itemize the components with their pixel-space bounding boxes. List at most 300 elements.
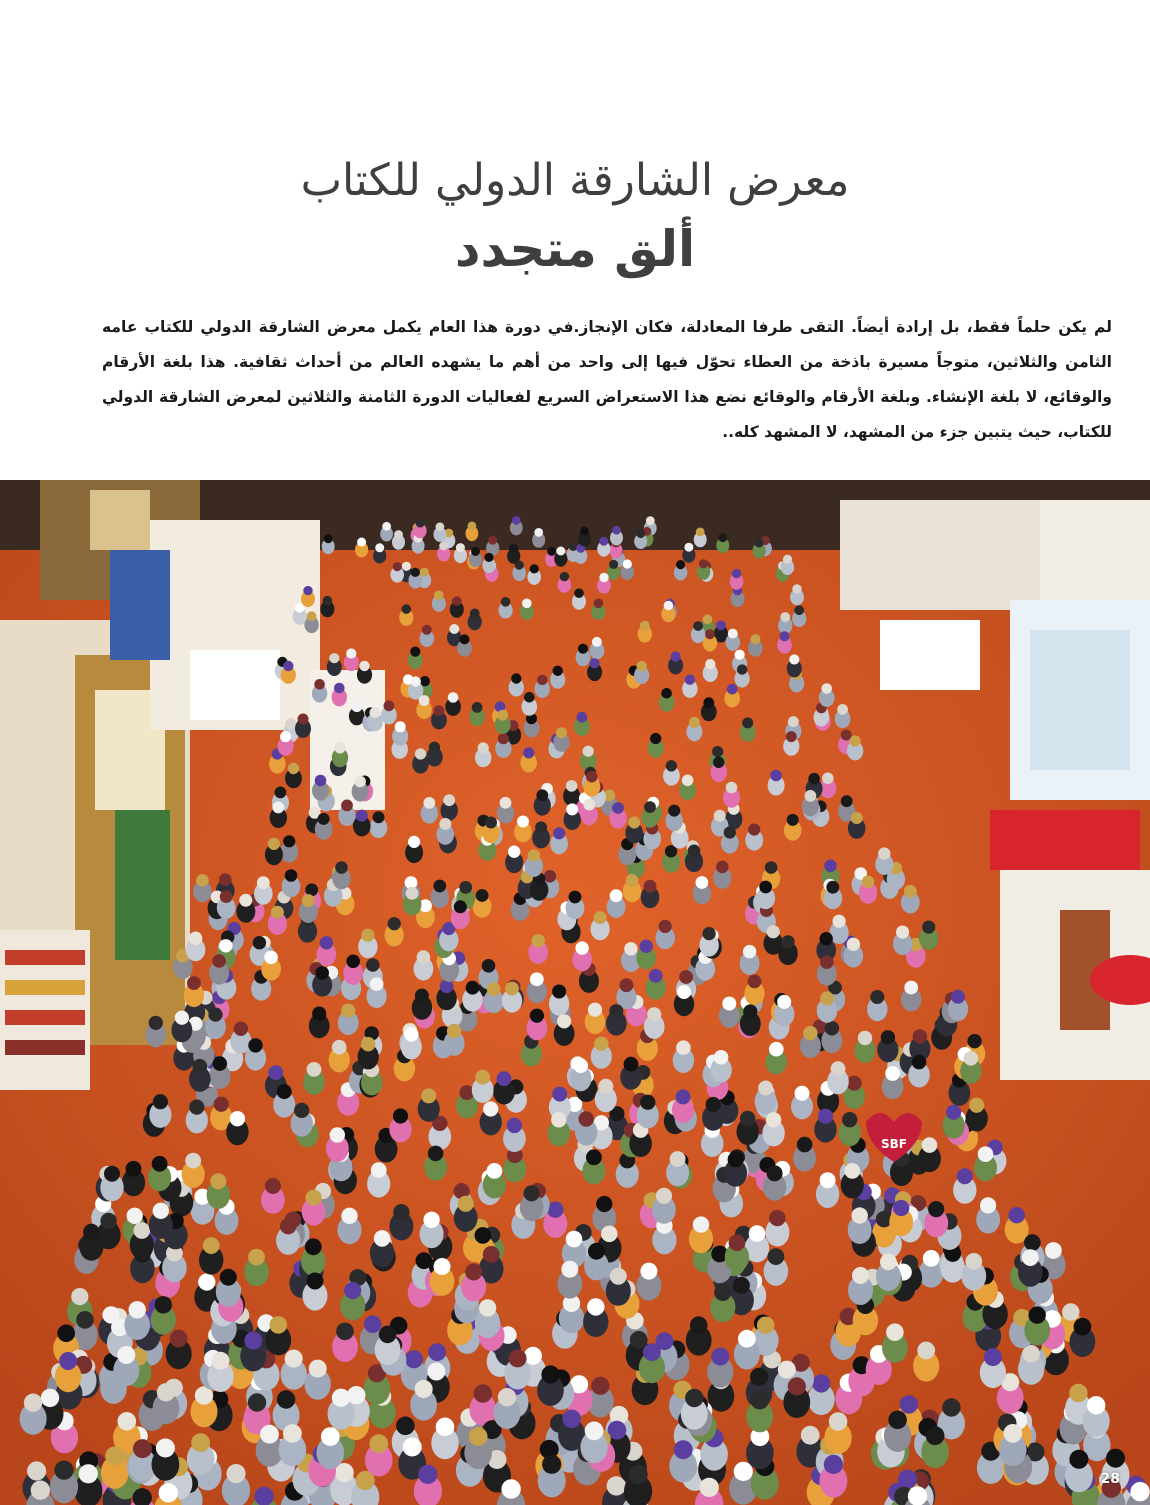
visitor-head xyxy=(560,572,569,581)
visitor-head xyxy=(456,543,465,552)
visitor-head xyxy=(978,1146,994,1162)
visitor-head xyxy=(820,992,834,1006)
visitor-head xyxy=(679,970,693,984)
visitor-head xyxy=(306,1190,322,1206)
visitor-head xyxy=(418,1465,437,1484)
visitor-head xyxy=(594,1037,608,1051)
visitor-head xyxy=(858,1031,872,1045)
visitor-head xyxy=(640,940,653,953)
visitor-head xyxy=(219,873,232,886)
visitor-head xyxy=(624,942,637,955)
visitor-head xyxy=(573,1058,588,1073)
visitor-head xyxy=(682,775,694,787)
visitor-head xyxy=(577,712,588,723)
visitor-head xyxy=(334,683,345,694)
visitor-head xyxy=(716,621,726,631)
visitor-head xyxy=(666,760,677,771)
visitor-head xyxy=(27,1461,46,1480)
visitor-head xyxy=(923,1250,940,1267)
visitor-head xyxy=(384,700,395,711)
visitor-head xyxy=(530,564,539,573)
visitor-head xyxy=(408,836,420,848)
visitor-head xyxy=(722,997,736,1011)
visitor-head xyxy=(588,1003,602,1017)
visitor-head xyxy=(257,876,270,889)
visitor-head xyxy=(612,526,621,535)
visitor-head xyxy=(591,1377,609,1395)
visitor-head xyxy=(912,1055,927,1070)
visitor-head xyxy=(812,1374,830,1392)
visitor-head xyxy=(434,1258,451,1275)
visitor-head xyxy=(781,935,794,948)
visitor-head xyxy=(821,683,832,694)
book-fair-crowd-photo xyxy=(0,480,1150,1505)
visitor-head xyxy=(24,1394,42,1412)
visitor-head xyxy=(321,1427,340,1446)
visitor-head xyxy=(346,955,360,969)
visitor-head xyxy=(415,748,426,759)
visitor-head xyxy=(277,1084,292,1099)
visitor-head xyxy=(487,982,501,996)
visitor-head xyxy=(429,742,440,753)
visitor-head xyxy=(599,537,608,546)
visitor-head xyxy=(471,547,480,556)
visitor-head xyxy=(833,915,846,928)
visitor-head xyxy=(402,604,412,614)
visitor-head xyxy=(315,966,329,980)
visitor-head xyxy=(244,1332,262,1350)
visitor-head xyxy=(443,794,455,806)
visitor-head xyxy=(743,945,756,958)
visitor-head xyxy=(189,932,202,945)
visitor-head xyxy=(878,847,890,859)
visitor-head xyxy=(475,1227,492,1244)
visitor-head xyxy=(610,889,623,902)
visitor-head xyxy=(714,810,726,822)
visitor-head xyxy=(792,584,801,593)
visitor-head xyxy=(824,860,837,873)
visitor-head xyxy=(1069,1450,1088,1469)
visitor-head xyxy=(689,717,700,728)
visitor-head xyxy=(780,631,790,641)
visitor-head xyxy=(129,1301,146,1318)
visitor-head xyxy=(685,1389,703,1407)
visitor-head xyxy=(1029,1306,1046,1323)
visitor-head xyxy=(508,846,520,858)
visitor-head xyxy=(404,1027,418,1041)
visitor-head xyxy=(674,1440,693,1459)
visitor-head xyxy=(847,938,860,951)
visitor-head xyxy=(530,972,544,986)
visitor-head xyxy=(484,553,493,562)
visitor-head xyxy=(268,1065,283,1080)
visitor-head xyxy=(479,1299,496,1316)
visitor-head xyxy=(820,932,833,945)
visitor-head xyxy=(913,1029,927,1043)
visitor-head xyxy=(406,887,419,900)
visitor-head xyxy=(482,959,496,973)
visitor-head xyxy=(795,1086,810,1101)
visitor-head xyxy=(727,684,738,695)
visitor-head xyxy=(104,1166,120,1182)
visitor-head xyxy=(562,1410,581,1429)
visitor-head xyxy=(1022,1249,1039,1266)
visitor-head xyxy=(118,1412,137,1431)
visitor-head xyxy=(588,1243,605,1260)
visitor-head xyxy=(370,707,381,718)
visitor-head xyxy=(542,1455,561,1474)
visitor-head xyxy=(423,1212,439,1228)
visitor-head xyxy=(659,920,672,933)
visitor-head xyxy=(586,771,598,783)
visitor-head xyxy=(272,802,284,814)
visitor-head xyxy=(270,1316,288,1334)
visitor-head xyxy=(951,990,965,1004)
visitor-head xyxy=(965,1253,982,1270)
visitor-head xyxy=(714,1284,731,1301)
visitor-head xyxy=(454,900,467,913)
visitor-head xyxy=(553,827,565,839)
visitor-head xyxy=(497,1071,512,1086)
visitor-head xyxy=(676,1040,691,1055)
visitor-head xyxy=(750,1368,768,1386)
visitor-head xyxy=(847,1076,862,1091)
visitor-head xyxy=(706,1097,721,1112)
visitor-head xyxy=(415,989,429,1003)
visitor-head xyxy=(578,644,588,654)
visitor-head xyxy=(212,1352,230,1370)
visitor-head xyxy=(260,1425,279,1444)
visitor-head xyxy=(664,601,674,611)
visitor-head xyxy=(283,661,293,671)
visitor-head xyxy=(375,543,384,552)
visitor-head xyxy=(497,710,508,721)
video-screen xyxy=(110,550,170,660)
visitor-head xyxy=(1087,1396,1105,1414)
visitor-head xyxy=(758,1081,773,1096)
visitor-head xyxy=(347,1386,365,1404)
visitor-head xyxy=(620,978,634,992)
visitor-head xyxy=(808,773,820,785)
visitor-head xyxy=(374,1230,391,1247)
visitor-head xyxy=(713,757,724,768)
visitor-head xyxy=(551,1112,566,1127)
visitor-head xyxy=(777,995,791,1009)
visitor-head xyxy=(466,981,480,995)
visitor-head xyxy=(421,1088,436,1103)
visitor-head xyxy=(831,1061,846,1076)
visitor-head xyxy=(768,1248,785,1265)
visitor-head xyxy=(594,911,607,924)
visitor-head xyxy=(535,821,547,833)
visitor-head xyxy=(79,1464,98,1483)
visitor-head xyxy=(512,516,521,525)
visitor-head xyxy=(470,609,480,619)
visitor-head xyxy=(650,733,661,744)
info-desk xyxy=(190,650,280,720)
visitor-head xyxy=(285,718,296,729)
visitor-head xyxy=(305,1238,322,1255)
visitor-head xyxy=(711,1348,729,1366)
visitor-head xyxy=(712,746,723,757)
visitor-head xyxy=(718,533,727,542)
visitor-head xyxy=(436,522,445,531)
visitor-head xyxy=(307,611,317,621)
visitor-head xyxy=(750,634,760,644)
visitor-head xyxy=(485,817,497,829)
visitor-head xyxy=(334,742,345,753)
visitor-head xyxy=(524,1185,540,1201)
visitor-head xyxy=(76,1311,94,1329)
visitor-head xyxy=(677,985,691,999)
visitor-head xyxy=(757,1317,775,1335)
visitor-head xyxy=(356,810,368,822)
visitor-head xyxy=(465,1264,482,1281)
visitor-head xyxy=(487,1163,503,1179)
visitor-head xyxy=(556,547,565,556)
visitor-head xyxy=(676,1089,691,1104)
visitor-head xyxy=(459,881,472,894)
visitor-head xyxy=(416,519,425,528)
visitor-head xyxy=(203,1237,220,1254)
visitor-head xyxy=(370,977,384,991)
visitor-head xyxy=(703,697,714,708)
visitor-head xyxy=(767,925,780,938)
visitor-head xyxy=(189,1100,204,1115)
crowd-illustration xyxy=(0,480,1150,1505)
visitor-head xyxy=(434,705,445,716)
visitor-head xyxy=(693,1216,709,1232)
intro-paragraph: لم يكن حلماً فقط، بل إرادة أيضاً. التقى طرفا المعادلة، فكان الإنجاز.في دورة هذا العام يكمل معرض الشارقة الدولي للكتاب عامه الثامن والثلاثين، متوجاً مسيرة باذخة من العطاء تحوّل فيها إلى واحد من أهم ما يشهده العالم من أحداث ثقافية. هذا بلغة الأرقام والوقائع، لا بلغة الإنشاء. وبلغة الأرقام والوقائع نضع هذا الاستعراض السريع لفعاليات الدورة الثامنة والثلاثين لمعرض الشارقة الدولي للكتاب، حيث يتبين جزء من المشهد، لا المشهد كله.. xyxy=(102,318,1112,441)
visitor-head xyxy=(583,746,594,757)
visitor-head xyxy=(778,1361,796,1379)
visitor-head xyxy=(153,1203,169,1219)
visitor-head xyxy=(498,1388,516,1406)
booth-green-screen xyxy=(115,810,170,960)
visitor-head xyxy=(288,763,299,774)
visitor-head xyxy=(609,560,618,569)
visitor-head xyxy=(419,695,430,706)
visitor-head xyxy=(307,1062,322,1077)
visitor-head xyxy=(684,543,693,552)
visitor-head xyxy=(57,1325,75,1343)
visitor-head xyxy=(411,568,420,577)
visitor-head xyxy=(524,692,535,703)
visitor-head xyxy=(1130,1482,1149,1501)
visitor-head xyxy=(436,1418,455,1437)
visitor-head xyxy=(922,1137,938,1153)
visitor-head xyxy=(624,1057,639,1072)
visitor-head xyxy=(688,845,700,857)
visitor-head xyxy=(980,1197,996,1213)
visitor-head xyxy=(640,621,650,631)
visitor-head xyxy=(728,1152,744,1168)
visitor-head xyxy=(133,1439,152,1458)
visitor-head xyxy=(640,1263,657,1280)
visitor-head xyxy=(794,605,804,615)
visitor-head xyxy=(285,1350,303,1368)
visitor-head xyxy=(71,1288,88,1305)
visitor-head xyxy=(734,1462,753,1481)
visitor-head xyxy=(54,1461,73,1480)
visitor-head xyxy=(59,1352,77,1370)
visitor-head xyxy=(382,522,391,531)
visitor-head xyxy=(601,1226,618,1243)
visitor-head xyxy=(628,817,640,829)
visitor-head xyxy=(590,658,600,668)
visitor-head xyxy=(703,614,713,624)
visitor-head xyxy=(740,1111,755,1126)
visitor-head xyxy=(553,666,563,676)
visitor-head xyxy=(395,721,406,732)
visitor-head xyxy=(478,742,489,753)
visitor-head xyxy=(285,869,298,882)
visitor-head xyxy=(336,1323,354,1341)
visitor-head xyxy=(302,894,315,907)
visitor-head xyxy=(208,1008,222,1022)
visitor-head xyxy=(126,1161,142,1177)
visitor-head xyxy=(969,1098,984,1113)
visitor-head xyxy=(332,1389,350,1407)
visitor-head xyxy=(755,539,764,548)
visitor-head xyxy=(842,1112,857,1127)
visitor-head xyxy=(303,586,312,595)
visitor-head xyxy=(850,736,861,747)
visitor-head xyxy=(439,541,448,550)
visitor-head xyxy=(852,1207,868,1223)
visitor-head xyxy=(283,1424,302,1443)
visitor-head xyxy=(1106,1449,1125,1468)
article-title xyxy=(0,150,1150,286)
visitor-head xyxy=(880,1253,897,1270)
visitor-head xyxy=(423,797,435,809)
visitor-head xyxy=(1045,1242,1062,1259)
visitor-head xyxy=(449,624,459,634)
visitor-head xyxy=(1069,1384,1087,1402)
visitor-head xyxy=(105,1446,124,1465)
visitor-head xyxy=(332,1040,347,1055)
visitor-head xyxy=(742,717,753,728)
visitor-head xyxy=(726,782,738,794)
visitor-head xyxy=(530,1009,544,1023)
visitor-head xyxy=(586,1149,602,1165)
visitor-head xyxy=(214,1097,229,1112)
visitor-head xyxy=(729,1235,746,1252)
visitor-head xyxy=(483,1246,500,1263)
visitor-head xyxy=(192,1059,207,1074)
visitor-head xyxy=(472,702,483,713)
visitor-head xyxy=(610,1268,627,1285)
visitor-head xyxy=(517,816,529,828)
visitor-head xyxy=(732,569,741,578)
visitor-head xyxy=(501,1479,520,1498)
visitor-head xyxy=(460,634,470,644)
visitor-head xyxy=(283,835,295,847)
visitor-head xyxy=(393,1204,409,1220)
visitor-head xyxy=(696,528,705,537)
visitor-head xyxy=(366,958,380,972)
visitor-head xyxy=(904,885,917,898)
visitor-head xyxy=(587,1298,604,1315)
visitor-head xyxy=(885,1066,900,1081)
visitor-head xyxy=(967,1034,981,1048)
visitor-head xyxy=(820,1172,836,1188)
visitor-head xyxy=(743,1004,757,1018)
visitor-head xyxy=(703,927,716,940)
visitor-head xyxy=(127,1208,143,1224)
visitor-head xyxy=(699,559,708,568)
visitor-head xyxy=(448,692,459,703)
visitor-head xyxy=(594,599,604,609)
visitor-head xyxy=(318,813,330,825)
visitor-head xyxy=(569,542,578,551)
visitor-head xyxy=(957,1168,973,1184)
visitor-head xyxy=(330,1127,345,1142)
visitor-head xyxy=(312,1007,326,1021)
visitor-head xyxy=(248,1038,262,1052)
visitor-head xyxy=(361,929,374,942)
visitor-head xyxy=(320,936,333,949)
visitor-head xyxy=(234,1022,248,1036)
visitor-head xyxy=(566,1231,583,1248)
visitor-head xyxy=(335,861,348,874)
visitor-head xyxy=(769,1210,785,1226)
visitor-head xyxy=(474,1384,492,1402)
visitor-head xyxy=(788,716,799,727)
visitor-head xyxy=(420,568,429,577)
visitor-head xyxy=(500,797,512,809)
visitor-head xyxy=(724,826,736,838)
visitor-head xyxy=(964,1051,979,1066)
visitor-head xyxy=(501,597,511,607)
visitor-head xyxy=(1003,1424,1022,1443)
visitor-head xyxy=(765,861,778,874)
visitor-head xyxy=(427,1363,445,1381)
visitor-head xyxy=(766,1112,781,1127)
visitor-head xyxy=(210,1173,226,1189)
visitor-head xyxy=(187,976,201,990)
visitor-head xyxy=(705,629,715,639)
visitor-head xyxy=(447,1024,461,1038)
visitor-head xyxy=(191,1433,210,1452)
visitor-head xyxy=(307,1273,324,1290)
visitor-head xyxy=(556,727,567,738)
visitor-head xyxy=(575,941,588,954)
visitor-head xyxy=(469,1427,488,1446)
visitor-head xyxy=(329,653,339,663)
visitor-head xyxy=(797,1137,813,1153)
visitor-head xyxy=(886,1323,904,1341)
visitor-head xyxy=(402,562,411,571)
visitor-head xyxy=(1062,1303,1079,1320)
visitor-head xyxy=(852,1267,869,1284)
visitor-head xyxy=(507,1118,522,1133)
visitor-head xyxy=(523,747,534,758)
visitor-head xyxy=(612,802,624,814)
visitor-head xyxy=(153,1094,168,1109)
visitor-head xyxy=(928,1201,944,1217)
visitor-head xyxy=(769,1042,784,1057)
visitor-head xyxy=(942,1398,960,1416)
visitor-head xyxy=(984,1348,1002,1366)
visitor-head xyxy=(248,1393,266,1411)
visitor-head xyxy=(705,659,715,669)
visitor-head xyxy=(371,1162,387,1178)
visitor-head xyxy=(599,573,608,582)
visitor-head xyxy=(369,1434,388,1453)
visitor-head xyxy=(917,1342,935,1360)
visitor-head xyxy=(552,1087,567,1102)
